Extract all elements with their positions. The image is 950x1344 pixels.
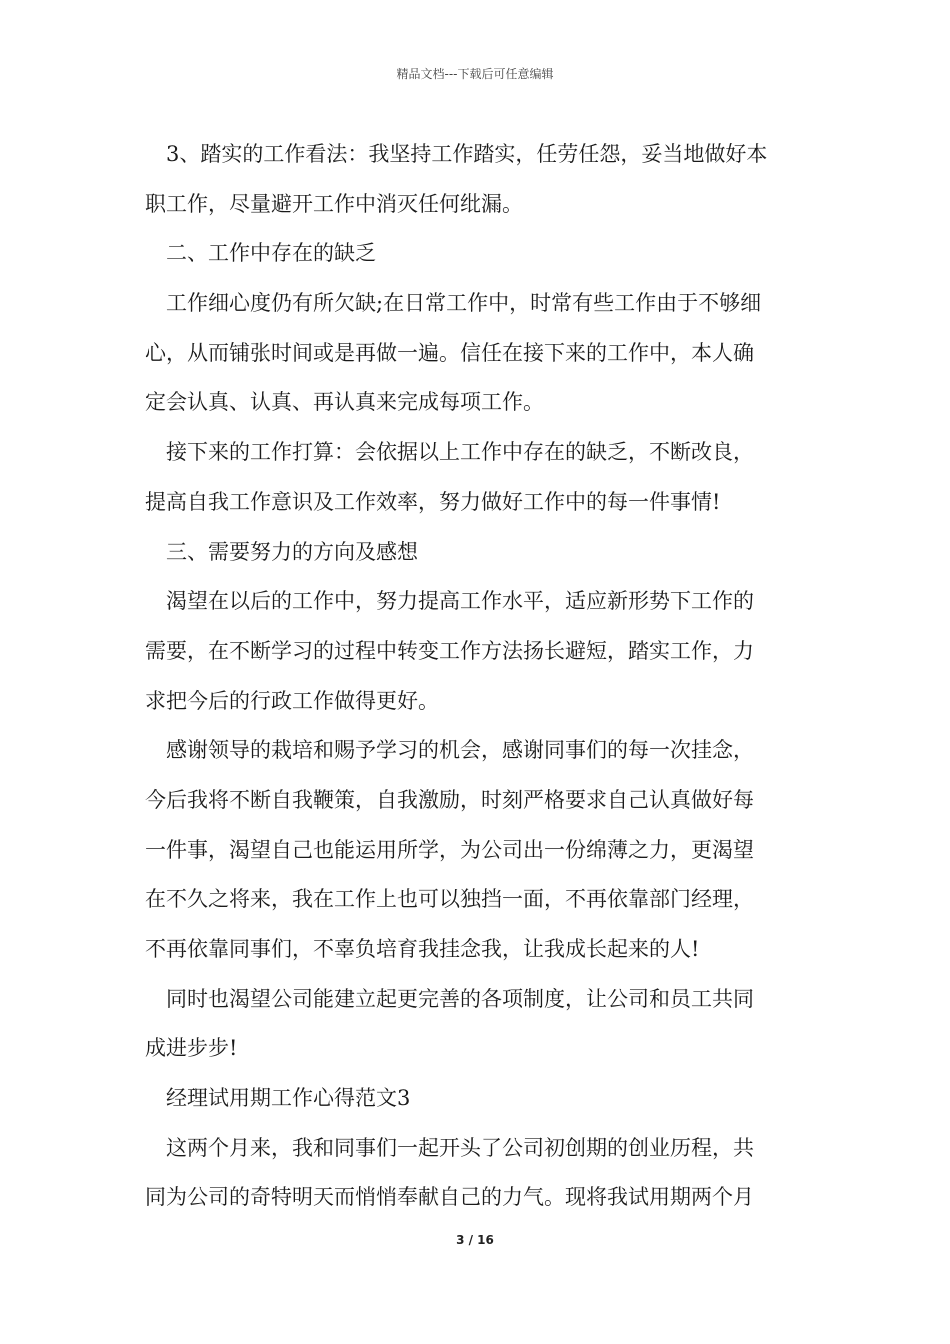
text-line-4: 工作细心度仍有所欠缺;在日常工作中，时常有些工作由于不够细 [166, 291, 762, 316]
page-header: 精品文档---下载后可任意编辑 [396, 67, 554, 81]
text-line-1: 3、踏实的工作看法：我坚持工作踏实，任劳任怨，妥当地做好本 [166, 142, 768, 166]
text-line-19: 成进步步! [145, 1036, 238, 1061]
text-line-8: 提高自我工作意识及工作效率，努力做好工作中的每一件事情! [145, 489, 721, 514]
text-line-9: 三、需要努力的方向及感想 [166, 539, 418, 564]
text-line-14: 今后我将不断自我鞭策，自我激励，时刻严格要求自己认真做好每 [145, 787, 754, 812]
text-line-15: 一件事，渴望自己也能运用所学，为公司出一份绵薄之力，更渴望 [145, 837, 754, 862]
text-line-12: 求把今后的行政工作做得更好。 [145, 688, 439, 713]
text-line-10: 渴望在以后的工作中，努力提高工作水平，适应新形势下工作的 [166, 589, 754, 614]
document-body [145, 130, 810, 1223]
text-line-5: 心，从而铺张时间或是再做一遍。信任在接下来的工作中，本人确 [145, 340, 754, 365]
text-line-11: 需要，在不断学习的过程中转变工作方法扬长避短，踏实工作，力 [145, 638, 754, 663]
text-line-13: 感谢领导的栽培和赐予学习的机会，感谢同事们的每一次挂念， [166, 738, 754, 763]
page-number: 3 / 16 [456, 1233, 494, 1247]
text-line-3: 二、工作中存在的缺乏 [166, 241, 376, 266]
text-line-18: 同时也渴望公司能建立起更完善的各项制度，让公司和员工共同 [166, 986, 754, 1011]
text-line-22: 同为公司的奇特明天而悄悄奉献自己的力气。现将我试用期两个月 [145, 1185, 754, 1210]
text-line-21: 这两个月来，我和同事们一起开头了公司初创期的创业历程，共 [166, 1135, 754, 1160]
text-line-7: 接下来的工作打算：会依据以上工作中存在的缺乏，不断改良， [166, 440, 754, 465]
text-line-17: 不再依靠同事们，不辜负培育我挂念我，让我成长起来的人! [145, 937, 700, 961]
text-line-6: 定会认真、认真、再认真来完成每项工作。 [145, 390, 544, 415]
text-line-16: 在不久之将来，我在工作上也可以独挡一面，不再依靠部门经理， [145, 887, 754, 912]
text-line-2: 职工作，尽量避开工作中消灭任何纰漏。 [145, 191, 523, 216]
text-line-20: 经理试用期工作心得范文3 [166, 1086, 411, 1111]
